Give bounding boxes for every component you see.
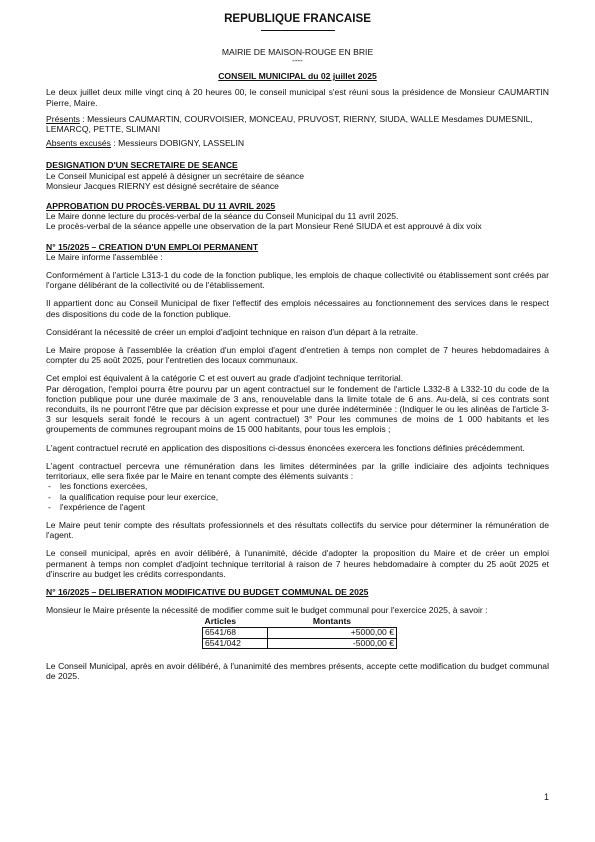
page-number: 1 [543, 792, 549, 802]
item15-paragraph-11: Le conseil municipal, après en avoir délibéré, à l'unanimité, décide d'adopter la proposition du Maire et de créer un emploi permanent à temps non complet d'adjoint technique territorial à raison de 7 heures hebdomadaire à compter du 25 août 2025 et d'inscrire au budget les crédits correspondants. [46, 548, 549, 579]
table-header-row [203, 617, 397, 627]
conseil-title: CONSEIL MUNICIPAL du 02 juillet 2025 [218, 71, 377, 82]
item16-heading: N° 16/2025 – DELIBERATION MODIFICATIVE DU BUDGET COMMUNAL DE 2025 [46, 586, 369, 597]
mairie-name: MAIRIE DE MAISON-ROUGE EN BRIE [221, 47, 374, 57]
approbation-line-1: Le Maire donne lecture du procès-verbal de la séance du Conseil Municipal du 11 avril 2025. [46, 211, 399, 222]
absents-line [46, 138, 549, 148]
article-cell: 6541/68 [203, 627, 268, 638]
absents-text: : Messieurs DOBIGNY, LASSELIN [110, 138, 245, 149]
budget-table [202, 617, 397, 649]
item15-paragraph-2: Conformément à l'article L313-1 du code de la fonction publique, les emplois de chaque collectivité ou établissement sont créés par l'organe délibérant de la collectivité ou de l'établissement. [46, 270, 549, 291]
presents-label: Présents [46, 113, 80, 124]
secretaire-heading: DESIGNATION D'UN SECRETAIRE DE SEANCE [46, 160, 238, 171]
republic-title: REPUBLIQUE FRANCAISE [224, 12, 371, 25]
item15-paragraph-10: Le Maire peut tenir compte des résultats professionnels et des résultats collectifs du service pour déterminer la rémunération de l'agent. [46, 519, 549, 541]
item15-paragraph-4: Considérant la nécessité de créer un emploi d'adjoint technique en raison d'un départ à la retraite. [46, 326, 419, 337]
amount-cell: +5000,00 € [268, 627, 397, 638]
presents-text: : Messieurs CAUMARTIN, COURVOISIER, MONCEAU, PRUVOST, RIERNY, SIUDA, WALLE Mesdames DUMESNIL, LEMARCQ, PETTE, SLIMANI [46, 113, 533, 135]
item15-paragraph-9: L'agent contractuel percevra une rémunération dans les limites déterminées par la grille indiciaire des adjoints techniques territoriaux, elle sera fixée par le Maire en tenant compte des éléments suivants : [46, 460, 549, 482]
criteria-list [46, 481, 549, 512]
table-row [203, 627, 397, 638]
title-underline [261, 30, 335, 31]
item15-paragraph-6: Cet emploi est équivalent à la catégorie C et est ouvert au grade d'adjoint technique territorial. [46, 373, 404, 384]
table-row [203, 638, 397, 649]
approbation-heading: APPROBATION DU PROCÈS-VERBAL DU 11 AVRIL 2025 [46, 201, 276, 212]
list-item: - la qualification requise pour leur exercice, [48, 492, 549, 502]
secretaire-line-2: Monsieur Jacques RIERNY est désigné secrétaire de séance [46, 180, 279, 191]
presents-line [46, 114, 549, 134]
header-montants: Montants [268, 617, 397, 627]
item15-paragraph-8: L'agent contractuel recruté en application des dispositions ci-dessus énoncées exercera les fonctions définies précédemment. [46, 442, 525, 453]
list-item: - l'expérience de l'agent [48, 502, 549, 512]
header-articles: Articles [203, 617, 268, 627]
amount-cell: -5000,00 € [268, 638, 397, 649]
article-cell: 6541/042 [203, 638, 268, 649]
item15-paragraph-3: Il appartient donc au Conseil Municipal de fixer l'effectif des emplois nécessaires au fonctionnement des services dans le respect des dispositions du code de la fonction publique. [46, 298, 549, 319]
item15-intro: Le Maire informe l'assemblée : [46, 251, 163, 262]
list-item: - les fonctions exercées, [48, 481, 549, 491]
approbation-line-2: Le procès-verbal de la séance appelle une observation de la part Monsieur René SIUDA et est approuvé à dix voix [46, 221, 482, 232]
opening-paragraph: Le deux juillet deux mille vingt cinq à 20 heures 00, le conseil municipal s'est réuni sous la présidence de Monsieur CAUMARTIN Pierre, Maire. [46, 87, 549, 108]
item15-heading: N° 15/2025 – CREATION D'UN EMPLOI PERMANENT [46, 241, 259, 252]
absents-label: Absents excusés [46, 138, 111, 149]
mairie-dash: ---- [292, 56, 303, 66]
item16-paragraph-1: Monsieur le Maire présente la nécessité de modifier comme suit le budget communal pour l'exercice 2025, à savoir : [46, 605, 488, 616]
item15-paragraph-7: Par dérogation, l'emploi pourra être pourvu par un agent contractuel sur le fondement de l'article L332-8 à L332-10 du code de la fonction publique pour une durée maximale de 3 ans, renouvelable dans la limite totale de 6 ans. Au-delà, si ces contrats sont reconduits, ils ne pourront l'être que par décision expresse et pour une durée indéterminée : (Indiquer le ou les alinéas de l'article 3-3 sur lesquels serait fondé le recours à un agent contractuel) 3° Pour les communes de moins de 1 000 habitants et les groupements de communes regroupant moins de 15 000 habitants, pour tous les emplois ; [46, 383, 549, 435]
secretaire-line-1: Le Conseil Municipal est appelé à désigner un secrétaire de séance [46, 170, 304, 181]
item16-paragraph-2: Le Conseil Municipal, après en avoir délibéré, à l'unanimité des membres présents, accepte cette modification du budget communal de 2025. [46, 661, 549, 682]
item15-paragraph-5: Le Maire propose à l'assemblée la création d'un emploi d'agent d'entretien à temps non complet de 7 heures hebdomadaires à compter du 25 août 2025, pour l'entretien des locaux communaux. [46, 345, 549, 366]
